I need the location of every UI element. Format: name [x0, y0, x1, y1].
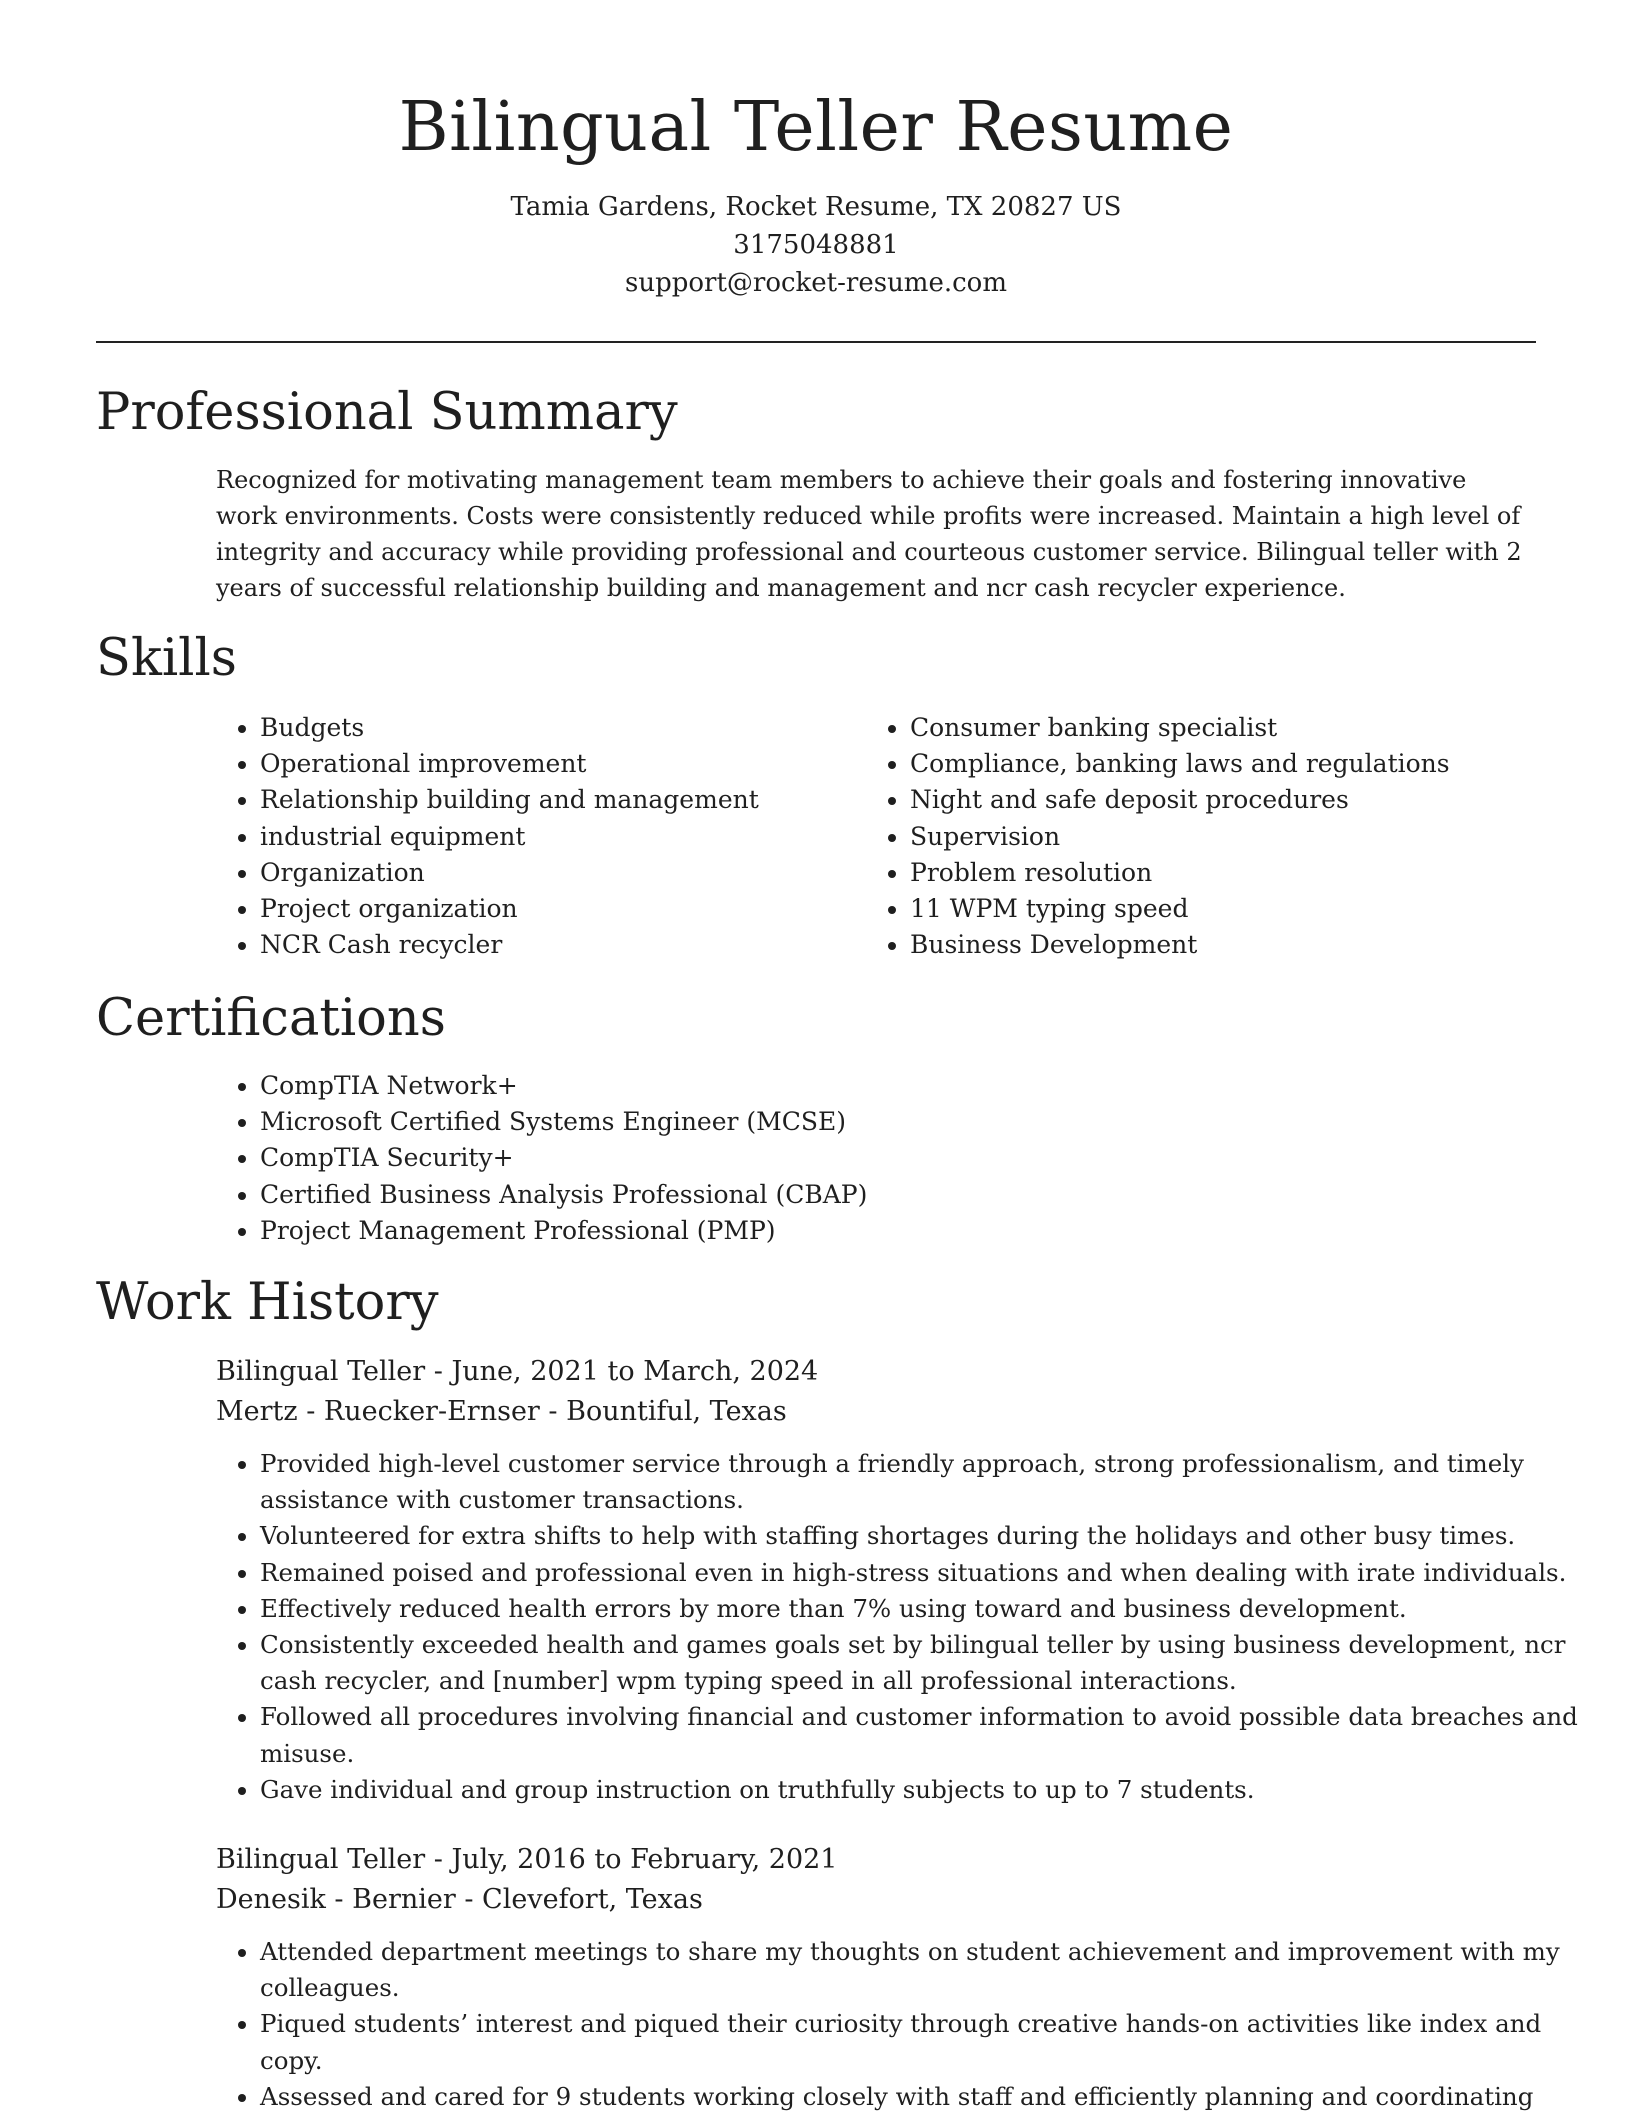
contact-address: Tamia Gardens, Rocket Resume, TX 20827 US — [510, 192, 1122, 222]
list-item: • 11 WPM typing speed — [910, 891, 1580, 927]
header-divider — [96, 341, 1536, 343]
list-item: • Attended department meetings to share my thoughts on student achievement and improvement with my colleagues. — [260, 1934, 1590, 2006]
contact-email: support@rocket-resume.com — [624, 268, 1007, 298]
list-item: • Certified Business Analysis Professional (CBAP) — [260, 1177, 1460, 1213]
skills-heading: Skills — [96, 629, 237, 688]
list-item: • Microsoft Certified Systems Engineer (MCSE) — [260, 1104, 1460, 1140]
list-item: • Business Development — [910, 927, 1580, 963]
contact-phone: 3175048881 — [733, 230, 899, 260]
job-title-line: Bilingual Teller - June, 2021 to March, 2024 — [216, 1356, 819, 1387]
list-item: • Budgets — [260, 710, 860, 746]
list-item: • CompTIA Network+ — [260, 1068, 1460, 1104]
contact-block — [0, 188, 1632, 302]
list-item: • Volunteered for extra shifts to help with staffing shortages during the holidays and other busy times. — [260, 1518, 1590, 1554]
job-company-line: Denesik - Bernier - Clevefort, Texas — [216, 1884, 703, 1915]
skills-list-left — [216, 710, 860, 963]
resume-header — [0, 78, 1632, 302]
certifications-heading: Certifications — [96, 989, 446, 1048]
skills-list-right — [866, 710, 1580, 963]
list-item: • Supervision — [910, 819, 1580, 855]
list-item: • Night and safe deposit procedures — [910, 782, 1580, 818]
list-item: • Consistently exceeded health and games goals set by bilingual teller by using business development, ncr cash recycler, and [number] wpm typing speed in all professional interactions. — [260, 1627, 1590, 1699]
work-history-heading: Work History — [96, 1273, 439, 1332]
list-item: • Provided high-level customer service through a friendly approach, strong professionalism, and timely assistance with customer transactions. — [260, 1446, 1590, 1518]
list-item: • Remained poised and professional even in high-stress situations and when dealing with irate individuals. — [260, 1555, 1590, 1591]
list-item: • Gave individual and group instruction on truthfully subjects to up to 7 students. — [260, 1772, 1590, 1808]
list-item: • CompTIA Security+ — [260, 1140, 1460, 1176]
summary-text: Recognized for motivating management team members to achieve their goals and fostering innovative work environments. Costs were consistently reduced while profits were increased. Maintain a high level of integrity and accuracy while providing professional and courteous customer service. Bilingual teller with 2 years of successful relationship building and management and ncr cash recycler experience. — [216, 466, 1522, 602]
list-item: • NCR Cash recycler — [260, 927, 860, 963]
list-item: • Followed all procedures involving financial and customer information to avoid possible data breaches and misuse. — [260, 1699, 1590, 1771]
list-item: • Effectively reduced health errors by more than 7% using toward and business development. — [260, 1591, 1590, 1627]
list-item: • Relationship building and management — [260, 782, 860, 818]
job-company-line: Mertz - Ruecker-Ernser - Bountiful, Texas — [216, 1396, 787, 1427]
list-item: • Problem resolution — [910, 855, 1580, 891]
job-duties-list — [216, 1934, 1590, 2115]
summary-heading: Professional Summary — [96, 383, 678, 442]
list-item: • Organization — [260, 855, 860, 891]
list-item: • Project Management Professional (PMP) — [260, 1213, 1460, 1249]
list-item: • Project organization — [260, 891, 860, 927]
list-item: • Consumer banking specialist — [910, 710, 1580, 746]
list-item: • Assessed and cared for 9 students working closely with staff and efficiently planning and coordinating — [260, 2079, 1590, 2115]
job-title-line: Bilingual Teller - July, 2016 to February, 2021 — [216, 1844, 838, 1875]
list-item: • Piqued students’ interest and piqued their curiosity through creative hands-on activities like index and copy. — [260, 2006, 1590, 2078]
resume-title: Bilingual Teller Resume — [398, 88, 1234, 167]
certifications-list — [216, 1068, 1460, 1249]
list-item: • Operational improvement — [260, 746, 860, 782]
list-item: • Compliance, banking laws and regulations — [910, 746, 1580, 782]
job-duties-list — [216, 1446, 1590, 1808]
list-item: • industrial equipment — [260, 819, 860, 855]
